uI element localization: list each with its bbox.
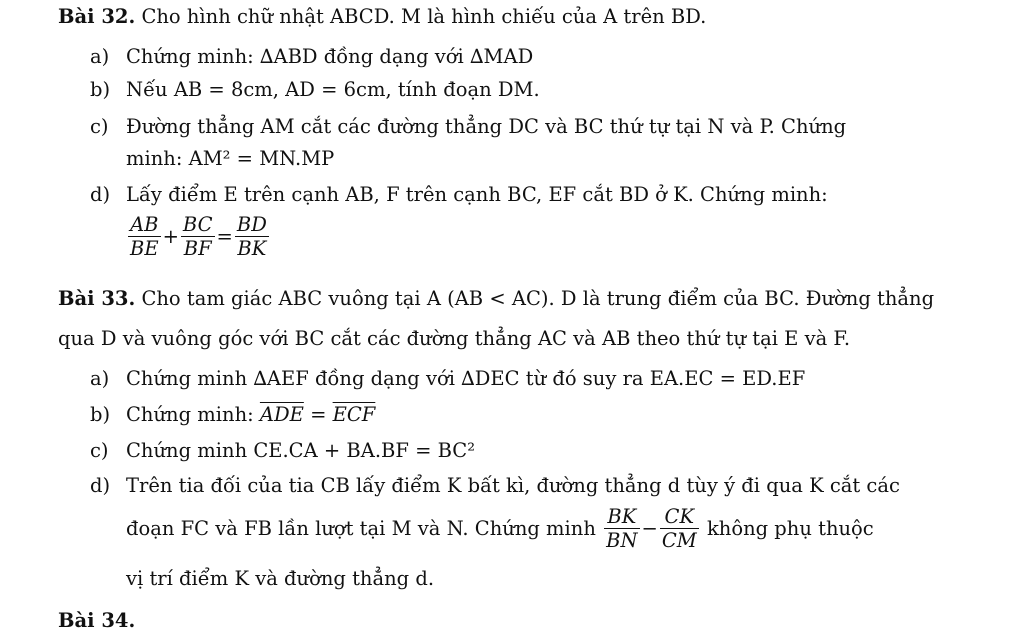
- problem-32-formula: [126, 214, 271, 261]
- part-text: đoạn FC và FB lần lượt tại M và N. Chứng minh: [126, 517, 596, 540]
- part-label: b): [90, 78, 111, 101]
- denominator: BF: [183, 237, 212, 260]
- problem-33-part-b: [90, 402, 375, 428]
- problem-32-title: Bài 32.: [58, 5, 136, 28]
- fraction-ck-cm: [660, 506, 699, 553]
- numerator: CK: [660, 506, 699, 529]
- denominator: BK: [237, 237, 267, 260]
- fraction-bd-bk: [235, 214, 269, 261]
- part-text: Chứng minh CE.CA + BA.BF = BC²: [126, 439, 476, 462]
- part-label: a): [90, 45, 110, 68]
- part-label: c): [90, 439, 109, 462]
- part-label: d): [90, 183, 111, 206]
- numerator: AB: [128, 214, 161, 237]
- part-text: Đường thẳng AM cắt các đường thẳng DC và BC thứ tự tại N và P. Chứng: [126, 115, 847, 138]
- part-text: Nếu AB = 8cm, AD = 6cm, tính đoạn DM.: [126, 78, 540, 101]
- problem-33-title: Bài 33.: [58, 287, 136, 310]
- part-text: Chứng minh ∆AEF đồng dạng với ∆DEC từ đó suy ra EA.EC = ED.EF: [126, 367, 806, 390]
- problem-32-part-c-cont: minh: AM² = MN.MP: [126, 147, 335, 170]
- problem-33-part-d-end: vị trí điểm K và đường thẳng d.: [126, 567, 435, 590]
- numerator: BC: [182, 213, 213, 236]
- problem-33-part-c: [90, 438, 475, 464]
- part-label: b): [90, 403, 111, 426]
- problem-34-title: Bài 34.: [58, 609, 136, 632]
- part-text: Trên tia đối của tia CB lấy điểm K bất kì, đường thẳng d tùy ý đi qua K cắt các: [126, 474, 900, 497]
- problem-33-statement: Cho tam giác ABC vuông tại A (AB < AC). D là trung điểm của BC. Đường thẳng: [141, 287, 935, 310]
- part-text: Chứng minh:: [126, 403, 254, 426]
- fraction-bk-bn: [604, 506, 639, 553]
- problem-32-intro: [58, 4, 706, 30]
- angle-ecf: $\overline{ECF}$: [332, 403, 376, 426]
- problem-32-part-d: [90, 182, 828, 208]
- problem-33-part-d: [90, 473, 900, 499]
- problem-32-part-b: [90, 77, 540, 103]
- minus-sign: −: [641, 517, 658, 540]
- problem-32-part-c: [90, 114, 846, 140]
- fraction-bc-bf: [181, 214, 215, 261]
- problem-34-clipped: [58, 601, 618, 632]
- problem-33-intro: [58, 286, 934, 312]
- problem-32-part-a: [90, 44, 533, 70]
- part-label: d): [90, 474, 111, 497]
- part-text: Lấy điểm E trên cạnh AB, F trên cạnh BC, EF cắt BD ở K. Chứng minh:: [126, 183, 828, 206]
- problem-33-part-a: [90, 366, 805, 392]
- fraction-ab-be: [128, 214, 161, 261]
- denominator: BN: [606, 529, 638, 552]
- part-text: Chứng minh: ∆ABD đồng dạng với ∆MAD: [126, 45, 534, 68]
- plus-sign: +: [162, 225, 179, 248]
- numerator: BK: [604, 506, 639, 529]
- problem-32-statement: Cho hình chữ nhật ABCD. M là hình chiếu của A trên BD.: [141, 5, 707, 28]
- equals-sign: =: [310, 403, 327, 426]
- angle-ade: $\overline{ADE}$: [259, 403, 304, 426]
- problem-33-intro-cont: qua D và vuông góc với BC cắt các đường thẳng AC và AB theo thứ tự tại E và F.: [58, 327, 851, 350]
- equals-sign: =: [216, 225, 233, 248]
- part-label: a): [90, 367, 110, 390]
- problem-33-part-d-cont: [126, 506, 874, 553]
- part-text: không phụ thuộc: [706, 517, 874, 540]
- part-label: c): [90, 115, 109, 138]
- denominator: BE: [130, 237, 159, 260]
- denominator: CM: [661, 529, 697, 552]
- numerator: BD: [236, 213, 267, 236]
